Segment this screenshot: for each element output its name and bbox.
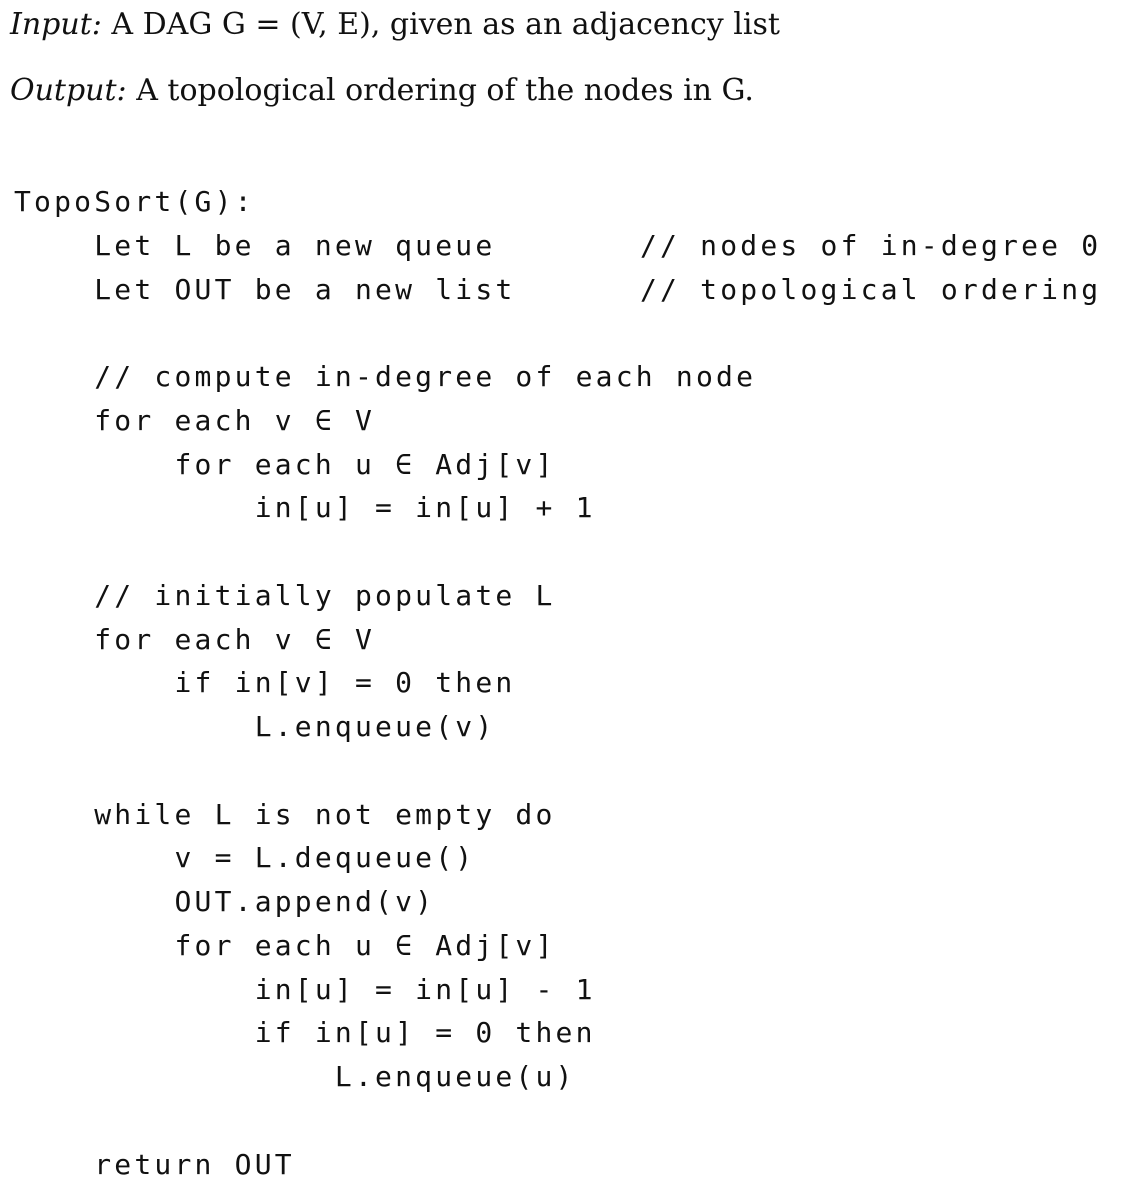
code-line: Let OUT be a new list [14, 273, 516, 306]
code-line: for each u ∈ Adj[v] [14, 448, 556, 481]
code-line: in[u] = in[u] + 1 [14, 491, 596, 524]
code-line: while L is not empty do [14, 798, 556, 831]
code-comment: // nodes of in-degree 0 [640, 229, 1102, 262]
code-line: for each u ∈ Adj[v] [14, 929, 556, 962]
code-line: // compute in-degree of each node [14, 360, 757, 393]
code-line: v = L.dequeue() [14, 841, 476, 874]
input-label: Input: [10, 7, 102, 42]
code-comment: // topological ordering [640, 273, 1102, 306]
code-line: TopoSort(G): [14, 185, 255, 218]
output-label: Output: [10, 73, 127, 108]
output-text: A topological ordering of the nodes in G. [136, 73, 754, 108]
input-text: A DAG G = (V, E), given as an adjacency list [111, 7, 780, 42]
code-line: OUT.append(v) [14, 885, 436, 918]
code-line: Let L be a new queue [14, 229, 496, 262]
code-line: L.enqueue(u) [14, 1060, 576, 1093]
code-line: for each v ∈ V [14, 404, 376, 437]
code-line: if in[v] = 0 then [14, 666, 516, 699]
code-line: L.enqueue(v) [14, 710, 496, 743]
code-line: for each v ∈ V [14, 623, 376, 656]
code-line: if in[u] = 0 then [14, 1016, 596, 1049]
code-line: in[u] = in[u] - 1 [14, 973, 596, 1006]
code-line: return OUT [14, 1148, 295, 1181]
code-line: // initially populate L [14, 579, 556, 612]
